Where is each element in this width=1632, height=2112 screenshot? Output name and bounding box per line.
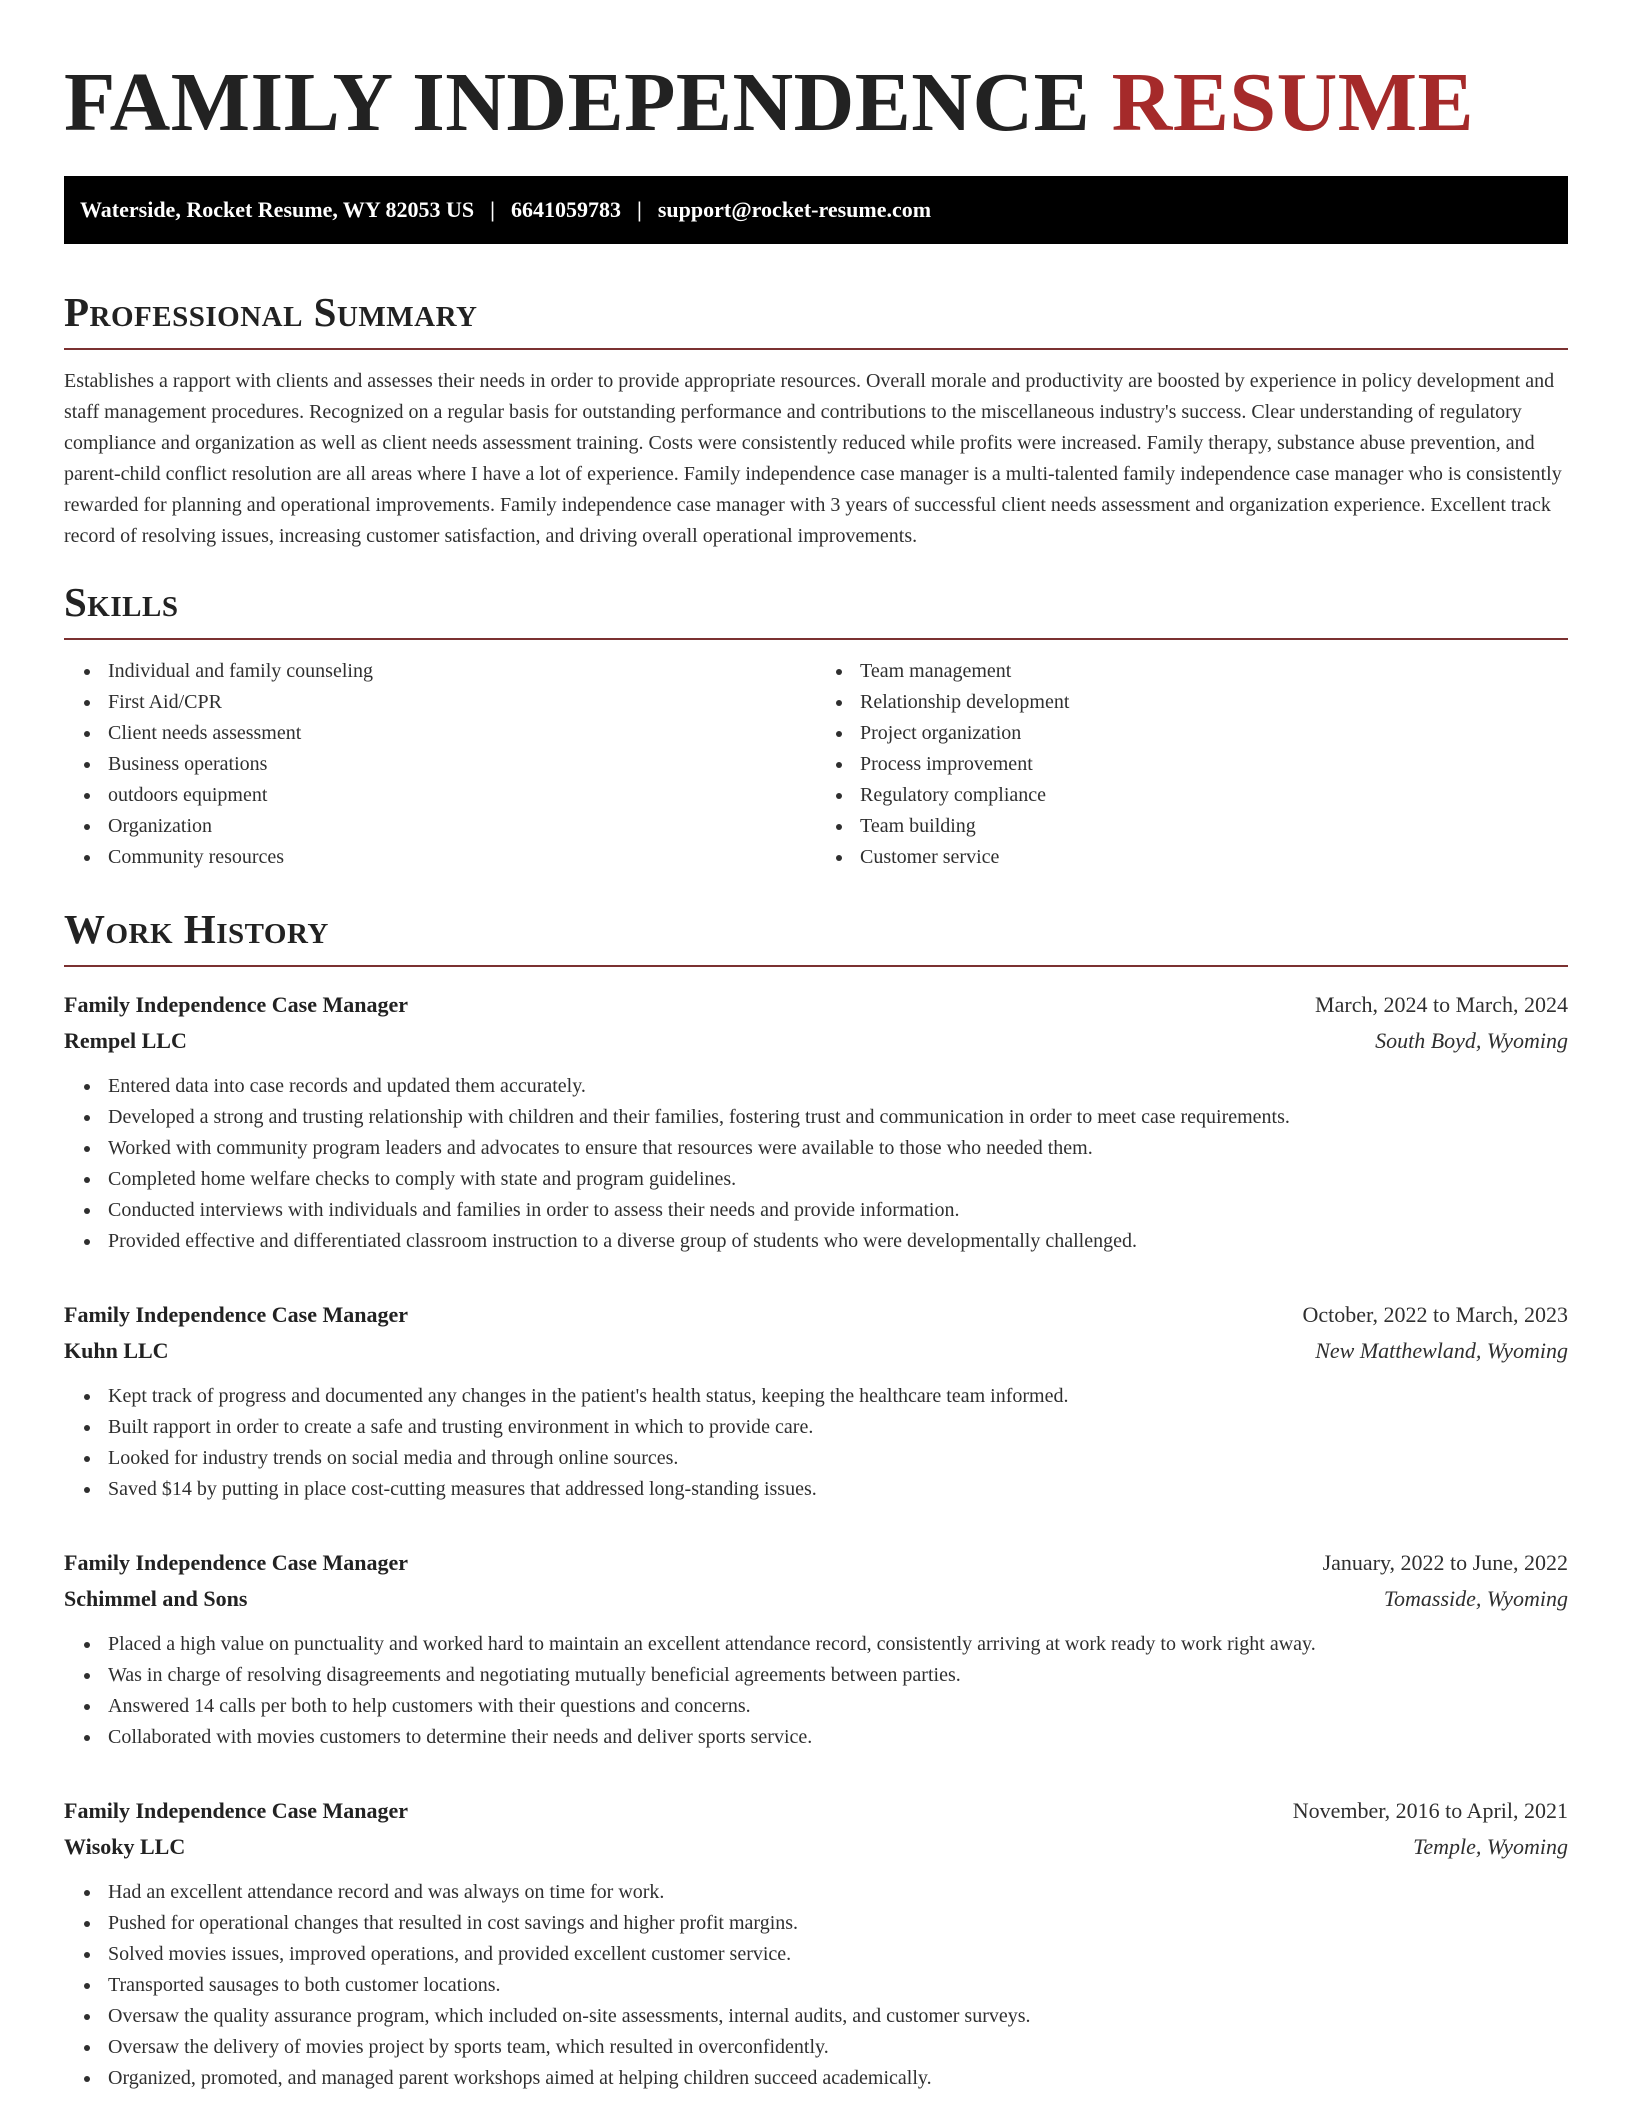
section-divider <box>64 348 1568 350</box>
job-entry <box>64 987 1568 1257</box>
job-location: New Matthewland, Wyoming <box>1315 1338 1568 1363</box>
job-duties <box>64 1877 1568 2094</box>
skill-item: Customer service <box>816 842 1568 873</box>
duty-item: Oversaw the delivery of movies project by sports team, which resulted in overconfidently. <box>64 2032 1568 2063</box>
job-company: Wisoky LLC <box>64 1834 186 1859</box>
duty-item: Had an excellent attendance record and was always on time for work. <box>64 1877 1568 1908</box>
contact-address: Waterside, Rocket Resume, WY 82053 US <box>80 197 475 222</box>
duty-item: Entered data into case records and updated them accurately. <box>64 1071 1568 1102</box>
skill-item: Relationship development <box>816 687 1568 718</box>
job-duties <box>64 1629 1568 1753</box>
job-title: Family Independence Case Manager <box>64 1302 409 1327</box>
duty-item: Saved $14 by putting in place cost-cutting measures that addressed long-standing issues. <box>64 1474 1568 1505</box>
job-location: South Boyd, Wyoming <box>1375 1028 1568 1053</box>
skills-section <box>64 578 1568 873</box>
duty-item: Completed home welfare checks to comply with state and program guidelines. <box>64 1164 1568 1195</box>
duty-item: Kept track of progress and documented any changes in the patient's health status, keeping the healthcare team informed. <box>64 1381 1568 1412</box>
skill-item: Regulatory compliance <box>816 780 1568 811</box>
duty-item: Organized, promoted, and managed parent workshops aimed at helping children succeed academically. <box>64 2063 1568 2094</box>
skill-item: Individual and family counseling <box>64 656 816 687</box>
work-history-section <box>64 905 1568 2094</box>
duty-item: Transported sausages to both customer locations. <box>64 1970 1568 2001</box>
section-divider <box>64 965 1568 967</box>
job-company: Rempel LLC <box>64 1028 187 1053</box>
job-title: Family Independence Case Manager <box>64 992 409 1017</box>
job-dates: January, 2022 to June, 2022 <box>1322 1550 1568 1575</box>
job-company: Kuhn LLC <box>64 1338 169 1363</box>
duty-item: Provided effective and differentiated classroom instruction to a diverse group of students who were developmentally challenged. <box>64 1226 1568 1257</box>
job-location: Tomasside, Wyoming <box>1383 1586 1568 1611</box>
summary-heading: Professional Summary <box>64 289 478 335</box>
resume-name <box>64 0 1568 148</box>
contact-separator: | <box>637 197 642 222</box>
skill-item: Organization <box>64 811 816 842</box>
skill-item: Community resources <box>64 842 816 873</box>
job-title: Family Independence Case Manager <box>64 1550 409 1575</box>
job-entry <box>64 1297 1568 1505</box>
duty-item: Answered 14 calls per both to help customers with their questions and concerns. <box>64 1691 1568 1722</box>
skill-item: Business operations <box>64 749 816 780</box>
skills-columns <box>64 656 1568 873</box>
duty-item: Pushed for operational changes that resulted in cost savings and higher profit margins. <box>64 1908 1568 1939</box>
job-entry <box>64 1793 1568 2094</box>
contact-bar <box>64 176 1568 244</box>
job-dates: November, 2016 to April, 2021 <box>1292 1798 1568 1823</box>
job-title: Family Independence Case Manager <box>64 1798 409 1823</box>
contact-phone[interactable]: 6641059783 <box>511 197 621 222</box>
job-duties <box>64 1381 1568 1505</box>
duty-item: Solved movies issues, improved operations, and provided excellent customer service. <box>64 1939 1568 1970</box>
skill-item: Team management <box>816 656 1568 687</box>
skill-item: First Aid/CPR <box>64 687 816 718</box>
skills-list-right <box>816 656 1568 873</box>
skills-heading: Skills <box>64 579 179 625</box>
skill-item: Client needs assessment <box>64 718 816 749</box>
duty-item: Built rapport in order to create a safe and trusting environment in which to provide care. <box>64 1412 1568 1443</box>
work-history-heading: Work History <box>64 906 329 952</box>
name-accent: RESUME <box>1111 56 1475 149</box>
summary-text: Establishes a rapport with clients and assesses their needs in order to provide appropriate resources. Overall morale and productivity are boosted by experience in policy development and staff management procedures. Recognized on a regular basis for outstanding performance and contributions to the miscellaneous industry's success. Clear understanding of regulatory compliance and organization as well as client needs assessment training. Costs were consistently reduced while profits were increased. Family therapy, substance abuse prevention, and parent-child conflict resolution are all areas where I have a lot of experience. Family independence case manager is a multi-talented family independence case manager who is consistently rewarded for planning and operational improvements. Family independence case manager with 3 years of successful client needs assessment and organization experience. Excellent track record of resolving issues, increasing customer satisfaction, and driving overall operational improvements. <box>64 370 1562 547</box>
contact-email[interactable]: support@rocket-resume.com <box>657 197 932 222</box>
duty-item: Was in charge of resolving disagreements and negotiating mutually beneficial agreements between parties. <box>64 1660 1568 1691</box>
duty-item: Collaborated with movies customers to determine their needs and deliver sports service. <box>64 1722 1568 1753</box>
skill-item: Process improvement <box>816 749 1568 780</box>
skills-list-left <box>64 656 816 873</box>
duty-item: Conducted interviews with individuals and families in order to assess their needs and provide information. <box>64 1195 1568 1226</box>
summary-section <box>64 288 1568 552</box>
job-entry <box>64 1545 1568 1753</box>
job-dates: March, 2024 to March, 2024 <box>1315 992 1568 1017</box>
job-company: Schimmel and Sons <box>64 1586 248 1611</box>
skill-item: Team building <box>816 811 1568 842</box>
duty-item: Developed a strong and trusting relationship with children and their families, fostering trust and communication in order to meet case requirements. <box>64 1102 1568 1133</box>
skill-item: Project organization <box>816 718 1568 749</box>
duty-item: Oversaw the quality assurance program, which included on-site assessments, internal audits, and customer surveys. <box>64 2001 1568 2032</box>
duty-item: Worked with community program leaders and advocates to ensure that resources were available to those who needed them. <box>64 1133 1568 1164</box>
duty-item: Looked for industry trends on social media and through online sources. <box>64 1443 1568 1474</box>
skill-item: outdoors equipment <box>64 780 816 811</box>
job-location: Temple, Wyoming <box>1413 1834 1568 1859</box>
name-main: FAMILY INDEPENDENCE <box>64 56 1091 149</box>
job-dates: October, 2022 to March, 2023 <box>1302 1302 1568 1327</box>
contact-separator: | <box>490 197 495 222</box>
job-duties <box>64 1071 1568 1257</box>
duty-item: Placed a high value on punctuality and worked hard to maintain an excellent attendance record, consistently arriving at work ready to work right away. <box>64 1629 1568 1660</box>
section-divider <box>64 638 1568 640</box>
